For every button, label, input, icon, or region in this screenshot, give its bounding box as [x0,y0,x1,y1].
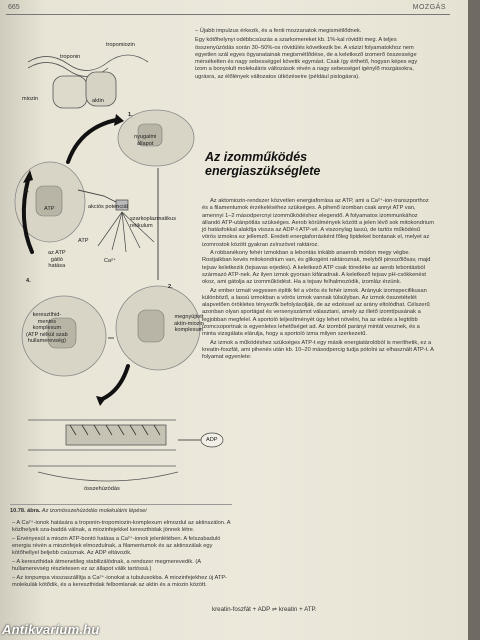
arrow-to-contraction [100,366,128,400]
label-atp: ATP [78,238,89,244]
figure-caption [10,504,232,514]
label-atp-inhibit: az ATP gátló hatása [48,250,66,270]
label-crossbridge-free: keresztlhid- mentes komplexum (ATP nélkül szab hullamerevség) [26,312,68,345]
creatine-equation: kreatin-foszfát + ADP ⇌ kreatin + ATP. [212,606,317,613]
label-action-potential: akciós potenciál [88,204,128,210]
contraction-filaments-icon [28,420,176,466]
right-column-body [202,198,434,363]
label-state1-number: 1. [128,112,133,118]
label-contraction: összehúzódás [84,486,120,492]
page-number: 665 [8,4,20,11]
label-sarcoplasmic: szarkoplazmatikus retikulum [130,216,177,229]
label-stretched-complex: megnyújtott aktin-miozin komplexum [174,314,204,334]
label-state3-number: 3. [24,188,29,194]
arrow-3-to-1 [68,120,116,162]
right-bullet: Egy kötőhelynyi odébbcsúszás a szarkomereket kb. 1%-kal rövidíti meg. A teljes összenyúzódás során 30–50%-os rövidülés következik be. A vázizi folyamatokhoz nem egyetlen szál egyes ögyanatainak megismétlődése, de a keletkező izomerő összessége mérsékelten és nagy sebességgel követik egymást. Csak így érthető, hogyan képes egy izom a bonyolult molekuláris változások révén a nagy sebességet igénylő mozgásokra, ugrásra, az élőlények változatos ütközéseire (például pislogásra). [195,37,418,80]
label-state2-number: 2. [168,284,173,290]
left-column-text [12,520,234,591]
left-paragraph: – Érvényesül a miozin ATP-bontó hatása a Ca²⁺-ionok jelenlétében. A felszabaduló energia révén a miozinfejek elmozdulnak, a filamentumok és az aktinszálak egy kötőhellyel beljebb csúsznak. Az ADP eltávozik. [12,535,221,557]
left-paragraph: – A kereszthidak átmenetileg stabilizálódnak, a rendszer megmerevedik. (A hullamerevség részletesen ez az állapot válik tartóssá.) [12,559,201,573]
body-paragraph: Az aktomiozin-rendszer közvetlen energiaforrása az ATP, ami a Ca²⁺-ion-transzporthoz és a filamentumok érzékeléséhez szükséges. A pihenő izomban csak annyi ATP van, amennyi 1–2 másodpercnyi izomműködéshez elegendő. A folyamatos izommunkához állandó ATP-utánpótlás szükséges. Aerob körülmények között a jelen lévő sok mitokondrium jó hatásfokkal alakítja vissza az ADP-t ATP-vé. A viszonylag lassú, de tartós működésű vörös izmokra ez jellemző. Eredeti energiaforrásként főleg lipideket bontanak el, melyet az izomrostok között gyakran zsírszövet raktároz. [202,198,434,248]
chapter-title: MOZGÁS [412,4,446,11]
label-troponin: troponin [60,54,81,60]
label-atp-in-circle: ATP [44,206,55,212]
section-heading: Az izomműködés energiaszükséglete [205,150,321,178]
label-aktin: aktin [92,98,104,104]
caption-text: Az izomösszehúzódás molekuláris lépései [41,508,147,514]
right-column-intro [195,28,423,83]
body-paragraph: A robbanékony fehér izmokban a lebontás inkább anaerob módon megy végbe. Rostjaikban kevés mitokondrium van, és glikogént raktároznak, melyből piroszőlősav, majd tejsav keletkezik (tejsavas erjedés). A keletkező ATP csak töredéke az aerob lebontásból származó ATP-nek. Az ilyen izmok gyorsan kifáradnak. A keletkező tejsav pH-csökkenést okoz, ami gátolja az izomműködést. Ha a tejsav felhalmozódik, izomláz érzünk. [202,250,431,286]
figure-drawing [8,20,234,500]
label-resting-state: nyugalmi állapot [134,134,157,147]
top-filament-icon [28,55,148,108]
body-paragraph: Az izmok a működéshez szükséges ATP-t egy másik energiatárolóból is meríthetik, ez a kreatin-foszfát, ami pihenés után kb. 10–20 másodpercig tudja pótolni az elhasznált ATP-t. A folyamat egyenlete: [202,339,434,361]
left-paragraph: – Az ionpumpa visszaszállítja a Ca²⁺-ionokat a tubulusokba. A miozinfejekhez új ATP-molekulák kötődik, és a kereszthidak felbomlanak az aktin és a miozin között. [12,574,228,589]
label-calcium: Ca²⁺ [104,258,116,264]
caption-number: 10.78. ábra. [10,508,41,514]
label-state4-number: 4. [26,278,31,284]
header-rule [6,14,450,15]
label-adp: ADP [206,437,218,443]
left-paragraph: – A Ca²⁺-ionok hatására a troponin-tropomiozin-komplexum elmozdul az aktinszálon. A közlhelyek sza-baddá válnak, a miozinfejekkel kereszthidak jönnek létre. [12,520,231,534]
body-paragraph: Az ember izmait vegyesen építik fel a vörös és fehér izmok. Arányuk izomspecifikusan különböző, a lassú izmokban a vörös izmok vannak túlsúlyban. Az izmok összetételét alapvetően örökletes tényezők befolyásolják, de az edzéssel az arány eltolódhat. Célszerű azonban olyan sportágat és versenyszámot választani, amely az illető izomtípusának a legjobban megfelel. A sportoló teljesítményét úgy lehet növelni, ha az edzés a legtöbb izomcsoportnak is egyenletes lehetőséget ad. Az izomból parányi mintát vesznek, és a minta vizsgálata elárulja, hogy a sportoló izma milyen szerkezetű. [202,287,430,338]
muscle-contraction-figure [8,20,234,500]
label-miozin: miozin [22,96,39,102]
label-tropomiozin: tropomiozin [106,42,135,48]
right-bullet: – Újabb impulzus érkezik, és a fenti mozzanatok megismétlődnek. [195,28,362,34]
watermark-logo: Antikvarium.hu [2,622,100,637]
